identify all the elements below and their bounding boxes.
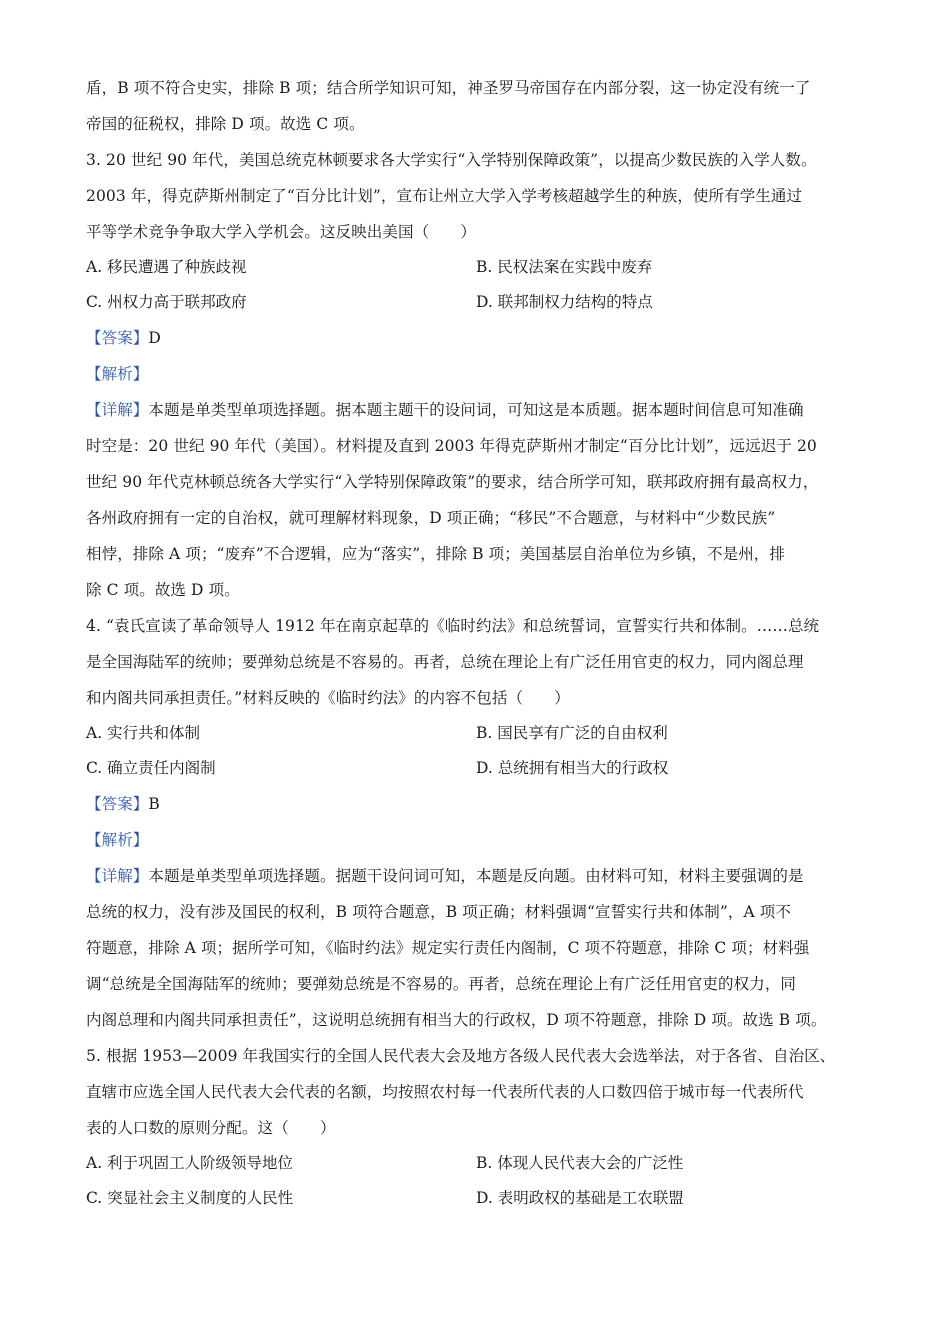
answer-value: D	[148, 329, 161, 347]
answer-tag: 【答案】	[86, 329, 149, 347]
question-stem-line: 2003 年，得克萨斯州制定了“百分比计划”，宣布让州立大学入学考核超越学生的种族，使所有学生通过	[86, 187, 803, 205]
question-4	[86, 608, 876, 1038]
detail-line: 除 C 项。故选 D 项。	[86, 581, 240, 599]
question-stem-line: 表的人口数的原则分配。这（ ）	[86, 1119, 336, 1137]
question-stem-line: 直辖市应选全国人民代表大会代表的名额，均按照农村每一代表所代表的人口数四倍于城市每一代表所代	[86, 1083, 804, 1101]
options-row	[86, 285, 876, 320]
question-stem-line: 4. “袁氏宣读了革命领导人 1912 年在南京起草的《临时约法》和总统誓词，宣誓实行共和体制。……总统	[86, 617, 820, 635]
detail-line: 相悖，排除 A 项；“废弃”不合逻辑，应为“落实”，排除 B 项；美国基层自治单位为乡镇，不是州，排	[86, 545, 785, 563]
detail-tag: 【详解】	[86, 401, 149, 419]
option-c: C. 州权力高于联邦政府	[86, 293, 247, 311]
options-row	[86, 751, 876, 786]
detail-line: 符题意，排除 A 项；据所学可知，《临时约法》规定实行责任内阁制，C 项不符题意，排除 C 项；材料强	[86, 939, 810, 957]
detail-line	[86, 858, 876, 894]
option-a: A. 移民遭遇了种族歧视	[86, 258, 247, 276]
detail-line: 时空是：20 世纪 90 年代（美国）。材料提及直到 2003 年得克萨斯州才制定“百分比计划”，远远迟于 20	[86, 437, 817, 455]
detail-line: 总统的权力，没有涉及国民的权利，B 项符合题意，B 项正确；材料强调“宣誓实行共和体制”，A 项不	[86, 903, 792, 921]
options-row	[86, 250, 876, 285]
answer-line	[86, 320, 876, 356]
answer-line	[86, 786, 876, 822]
detail-line: 调“总统是全国海陆军的统帅；要弹劾总统是不容易的。再者，总统在理论上有广泛任用官吏的权力，同	[86, 975, 797, 993]
question-stem-line: 是全国海陆军的统帅；要弹劾总统是不容易的。再者，总统在理论上有广泛任用官吏的权力，同内阁总理	[86, 653, 804, 671]
detail-tag: 【详解】	[86, 867, 149, 885]
detail-line: 内阁总理和内阁共同承担责任”，这说明总统拥有相当大的行政权，D 项不符题意，排除 D 项。故选 B 项。	[86, 1011, 827, 1029]
option-c: C. 确立责任内阁制	[86, 759, 216, 777]
question-stem-line: 和内阁共同承担责任。”材料反映的《临时约法》的内容不包括（ ）	[86, 689, 570, 707]
analysis-line	[86, 822, 876, 858]
option-a: A. 实行共和体制	[86, 724, 201, 742]
text-line: 盾，B 项不符合史实，排除 B 项；结合所学知识可知，神圣罗马帝国存在内部分裂，这一协定没有统一了	[86, 79, 811, 97]
answer-tag: 【答案】	[86, 795, 149, 813]
option-d: D. 总统拥有相当大的行政权	[476, 759, 669, 777]
option-a: A. 利于巩固工人阶级领导地位	[86, 1154, 294, 1172]
text-line: 帝国的征税权，排除 D 项。故选 C 项。	[86, 115, 365, 133]
option-d: D. 表明政权的基础是工农联盟	[476, 1189, 684, 1207]
analysis-line	[86, 356, 876, 392]
detail-line: 各州政府拥有一定的自治权，就可理解材料现象，D 项正确；“移民”不合题意，与材料中“少数民族”	[86, 509, 776, 527]
question-stem-line: 5. 根据 1953—2009 年我国实行的全国人民代表大会及地方各级人民代表大会选举法，对于各省、自治区、	[86, 1047, 836, 1065]
analysis-tag: 【解析】	[86, 365, 149, 383]
question-stem-line: 3. 20 世纪 90 年代，美国总统克林顿要求各大学实行“入学特别保障政策”，以提高少数民族的入学人数。	[86, 151, 817, 169]
options-row	[86, 716, 876, 751]
question-stem-line: 平等学术竞争争取大学入学机会。这反映出美国（ ）	[86, 223, 477, 241]
option-c: C. 突显社会主义制度的人民性	[86, 1189, 294, 1207]
option-b: B. 民权法案在实践中废弃	[476, 258, 653, 276]
question-3	[86, 142, 876, 608]
option-b: B. 体现人民代表大会的广泛性	[476, 1154, 684, 1172]
options-row	[86, 1146, 876, 1181]
detail-text: 本题是单类型单项选择题。据本题主题干的设问词，可知这是本质题。据本题时间信息可知准确	[148, 401, 804, 419]
options-row	[86, 1181, 876, 1216]
question-5	[86, 1038, 876, 1216]
option-b: B. 国民享有广泛的自由权利	[476, 724, 668, 742]
detail-text: 本题是单类型单项选择题。据题干设问词可知，本题是反向题。由材料可知，材料主要强调的是	[148, 867, 804, 885]
detail-line: 世纪 90 年代克林顿总统各大学实行“入学特别保障政策”的要求，结合所学可知，联邦政府拥有最高权力，	[86, 473, 819, 491]
answer-value: B	[148, 795, 160, 813]
document-page	[86, 70, 876, 1216]
detail-line	[86, 392, 876, 428]
analysis-tag: 【解析】	[86, 831, 149, 849]
option-d: D. 联邦制权力结构的特点	[476, 293, 653, 311]
